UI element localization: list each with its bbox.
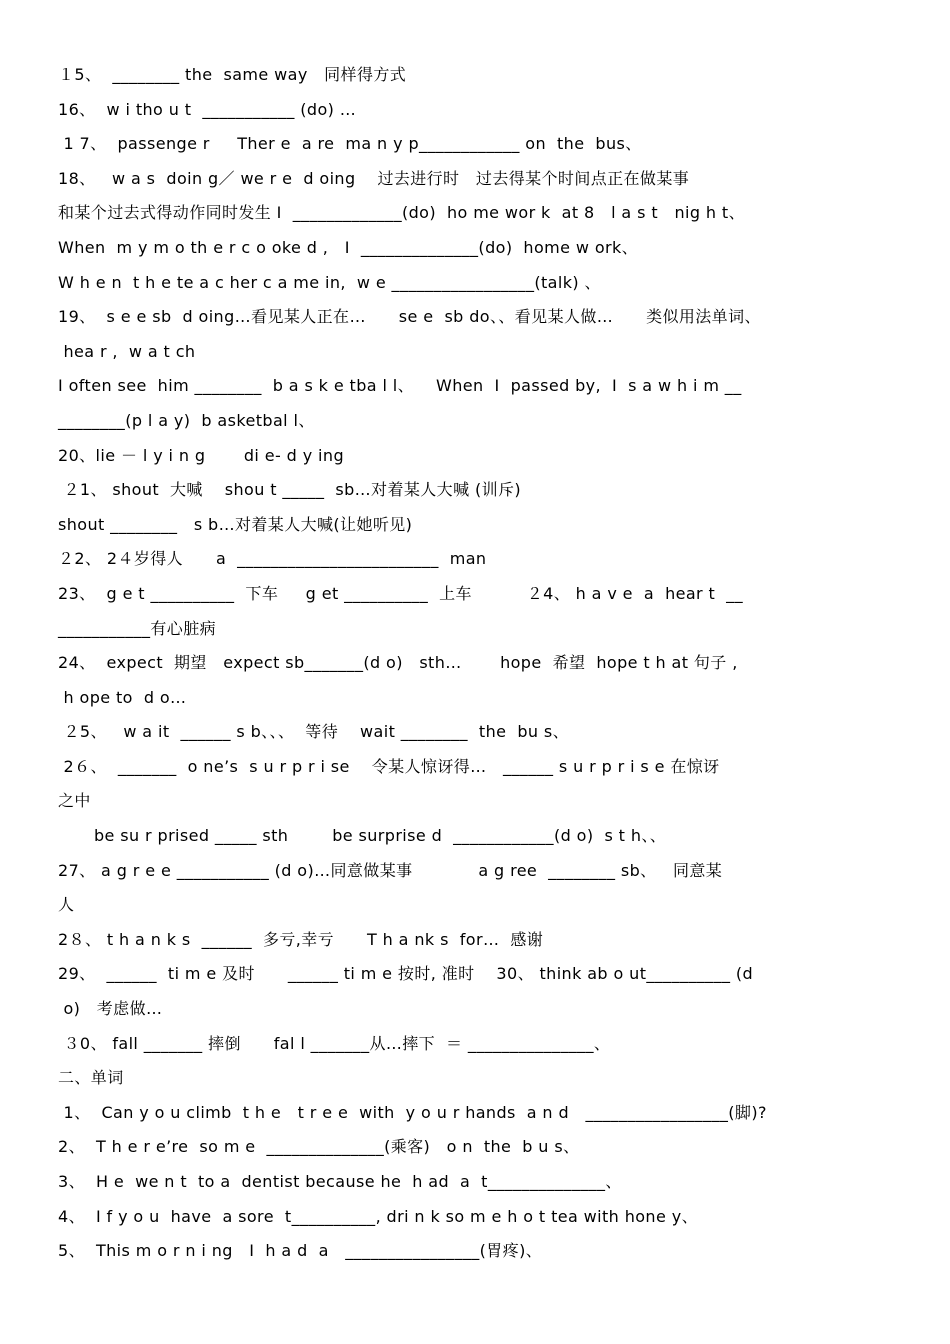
line-19: h ope to d o… [58, 687, 187, 707]
line-27: 29、 ______ ti m e 及时 ______ ti m e 按时, 准时 30、 think ab o ut__________ (d [58, 964, 754, 984]
line-20: ２5、 w a it ______ s b、、、 等待 wait ________ the bu s、 [58, 722, 570, 742]
line-17: ___________有心脏病 [58, 618, 217, 638]
line-32: 2、 T h e r e’re so m e ______________(乘客) o n the b u s、 [58, 1137, 580, 1157]
line-21: 2６、 _______ o ne’s s u r p r i se 令某人惊讶得… ______ s u r p r i s e 在惊讶 [58, 756, 720, 776]
line-29: ３0、 fall _______ 摔倒 fal l _______从…摔下 ＝ _______________、 [58, 1033, 611, 1053]
line-31: 1、 Can y o u climb t h e t r e e with y o u r hands a n d _________________(脚)? [58, 1102, 767, 1122]
line-33: 3、 H e we n t to a dentist because he h ad a t______________、 [58, 1172, 622, 1191]
line-12: 20、lie － l y i n g di e- d y ing [58, 445, 344, 465]
line-24: 27、 a g r e e ___________ (d o)…同意做某事 a g ree ________ sb、 同意某 [58, 860, 723, 880]
line-14: shout ________ s b…对着某人大喊(让她听见) [58, 514, 413, 534]
line-23: be su r prised _____ sth be surprise d ____________(d o) s t h、、 [94, 826, 667, 846]
line-11: ________(p l a y) b asketbal l、 [58, 410, 315, 430]
line-10: I often see him ________ b a s k e tba l l、 When I passed by, I s a w h i m __ [58, 376, 742, 396]
line-5: 和某个过去式得动作同时发生 I _____________(do) ho me wor k at 8 l a s t nig h t、 [58, 203, 745, 223]
line-4: 18、 w a s doin g／ we r e d oing 过去进行时 过去得某个时间点正在做某事 [58, 168, 690, 188]
line-34: 4、 I f y o u have a sore t__________, dri n k so m e h o t tea with hone y、 [58, 1206, 698, 1226]
section-heading: 二、单词 [58, 1068, 124, 1088]
line-7: W h e n t h e te a c her c a me in, w e _________________(talk) 、 [58, 272, 601, 292]
line-2: 16、 w i tho u t ___________ (do) … [58, 99, 357, 119]
line-13: ２1、 shout 大喊 shou t _____ sb…对着某人大喊 (训斥) [58, 480, 522, 500]
line-1: １5、 ________ the same way 同样得方式 [58, 65, 407, 84]
line-8: 19、 s e e sb d oing…看见某人正在… se e sb do、、看见某人做… 类似用法单词、 [58, 307, 761, 327]
line-22: 之中 [58, 791, 91, 811]
line-18: 24、 expect 期望 expect sb_______(d o) sth… hope 希望 hope t h at 句子 , [58, 653, 738, 673]
line-3: 1 7、 passenge r Ther e a re ma n y p____________ on the bus、 [58, 134, 642, 154]
line-35: 5、 This m o r n i ng I h a d a ________________(胃疼)、 [58, 1241, 543, 1261]
line-9: hea r , w a t ch [58, 341, 196, 361]
line-25: 人 [58, 895, 75, 915]
line-15: ２2、 2４岁得人 a ________________________ man [58, 549, 487, 569]
line-16: 23、 g e t __________ 下车 g et __________ 上车 ２4、 h a v e a hear t __ [58, 583, 743, 603]
line-6: When m y m o th e r c o oke d , I ______________(do) home w ork、 [58, 237, 639, 257]
line-26: 2８、 t h a n k s ______ 多亏,幸亏 T h a nk s for… 感谢 [58, 929, 544, 949]
line-28: o) 考虑做… [58, 999, 163, 1019]
